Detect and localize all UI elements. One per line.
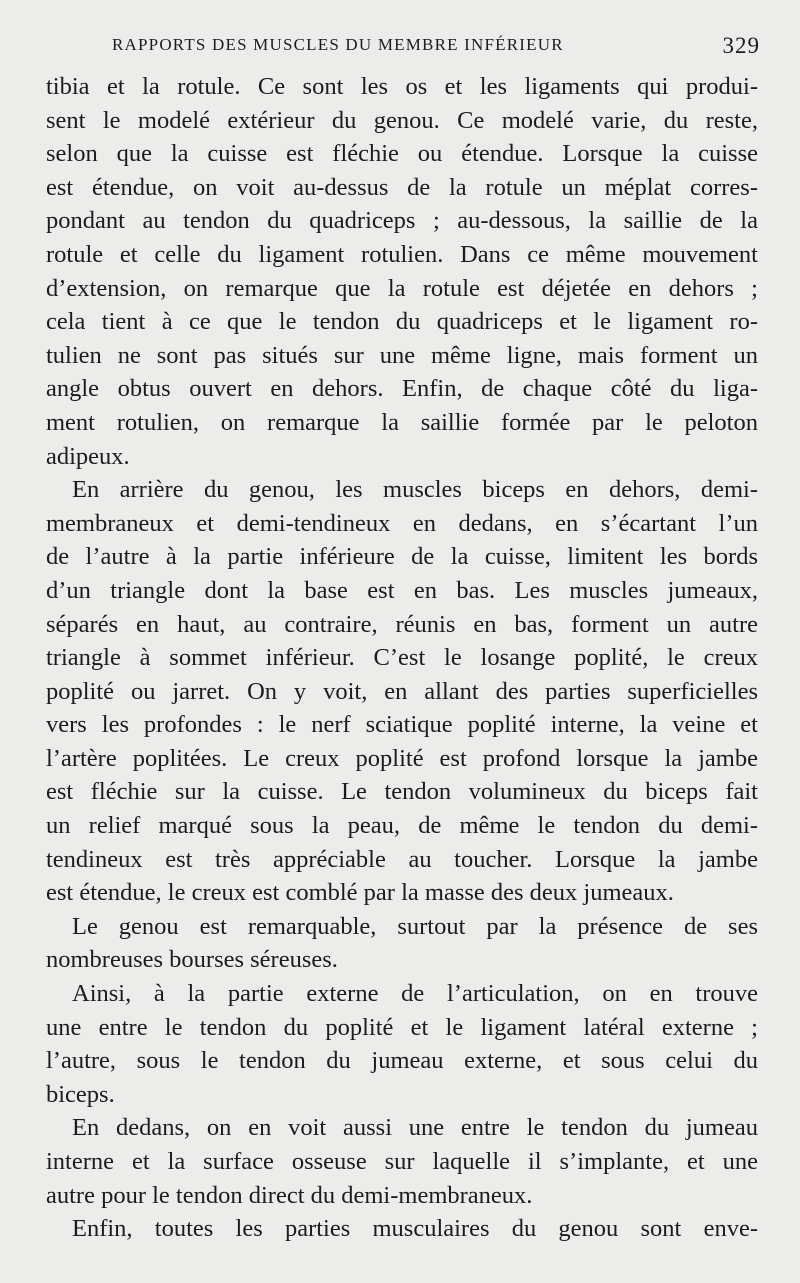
paragraph [46, 473, 758, 910]
text-line: est fléchie sur la cuisse. Le tendon volumineux du biceps fait [46, 778, 758, 806]
text-line: cela tient à ce que le tendon du quadriceps et le ligament ro- [46, 308, 758, 336]
text-line: rotule et celle du ligament rotulien. Dans ce même mouvement [46, 240, 758, 268]
paragraph [46, 977, 758, 1111]
text-line: En arrière du genou, les muscles biceps en dehors, demi- [72, 476, 758, 504]
text-line: séparés en haut, au contraire, réunis en bas, forment un autre [46, 610, 758, 638]
text-line: tulien ne sont pas situés sur une même ligne, mais forment un [46, 341, 758, 369]
text-line: sent le modelé extérieur du genou. Ce modelé varie, du reste, [46, 106, 758, 134]
text-line: membraneux et demi-tendineux en dedans, en s’écartant l’un [46, 509, 758, 537]
text-line: d’un triangle dont la base est en bas. Les muscles jumeaux, [46, 576, 758, 604]
paragraph [46, 70, 758, 473]
text-line: est étendue, le creux est comblé par la masse des deux jumeaux. [46, 879, 674, 907]
text-line: tendineux est très appréciable au toucher. Lorsque la jambe [46, 845, 758, 873]
text-line: l’artère poplitées. Le creux poplité est profond lorsque la jambe [46, 744, 758, 772]
running-head [112, 33, 760, 59]
text-line: ment rotulien, on remarque la saillie formée par le peloton [46, 408, 758, 436]
paragraph [46, 910, 758, 977]
text-line: selon que la cuisse est fléchie ou étendue. Lorsque la cuisse [46, 140, 758, 168]
text-line: interne et la surface osseuse sur laquelle il s’implante, et une [46, 1148, 758, 1175]
text-line: pondant au tendon du quadriceps ; au-dessous, la saillie de la [46, 207, 758, 235]
text-line: Enfin, toutes les parties musculaires du genou sont enve- [72, 1215, 758, 1243]
text-line: angle obtus ouvert en dehors. Enfin, de chaque côté du liga- [46, 375, 758, 403]
text-line: vers les profondes : le nerf sciatique poplité interne, la veine et [46, 711, 758, 739]
text-line: Ainsi, à la partie externe de l’articulation, on en trouve [72, 980, 758, 1008]
paragraph [46, 1212, 758, 1246]
text-line: tibia et la rotule. Ce sont les os et les ligaments qui produi- [46, 73, 758, 100]
text-line: l’autre, sous le tendon du jumeau externe, et sous celui du [46, 1047, 758, 1075]
text-line: triangle à sommet inférieur. C’est le losange poplité, le creux [46, 644, 758, 672]
text-line: autre pour le tendon direct du demi-membraneux. [46, 1181, 533, 1209]
running-title: RAPPORTS DES MUSCLES DU MEMBRE INFÉRIEUR [112, 35, 564, 54]
text-line: adipeux. [46, 442, 130, 470]
text-line: une entre le tendon du poplité et le ligament latéral externe ; [46, 1013, 758, 1041]
text-line: nombreuses bourses séreuses. [46, 946, 338, 974]
text-line: biceps. [46, 1080, 115, 1108]
text-line: est étendue, on voit au-dessus de la rotule un méplat corres- [46, 173, 758, 201]
body-text [46, 70, 758, 1246]
text-line: d’extension, on remarque que la rotule est déjetée en dehors ; [46, 274, 758, 302]
text-line: En dedans, on en voit aussi une entre le tendon du jumeau [72, 1114, 758, 1142]
paragraph [46, 1111, 758, 1212]
text-line: poplité ou jarret. On y voit, en allant des parties superficielles [46, 677, 758, 705]
page-number: 329 [722, 33, 760, 58]
text-line: Le genou est remarquable, surtout par la présence de ses [72, 912, 758, 940]
text-line: un relief marqué sous la peau, de même le tendon du demi- [46, 812, 758, 840]
text-line: de l’autre à la partie inférieure de la cuisse, limitent les bords [46, 543, 758, 571]
